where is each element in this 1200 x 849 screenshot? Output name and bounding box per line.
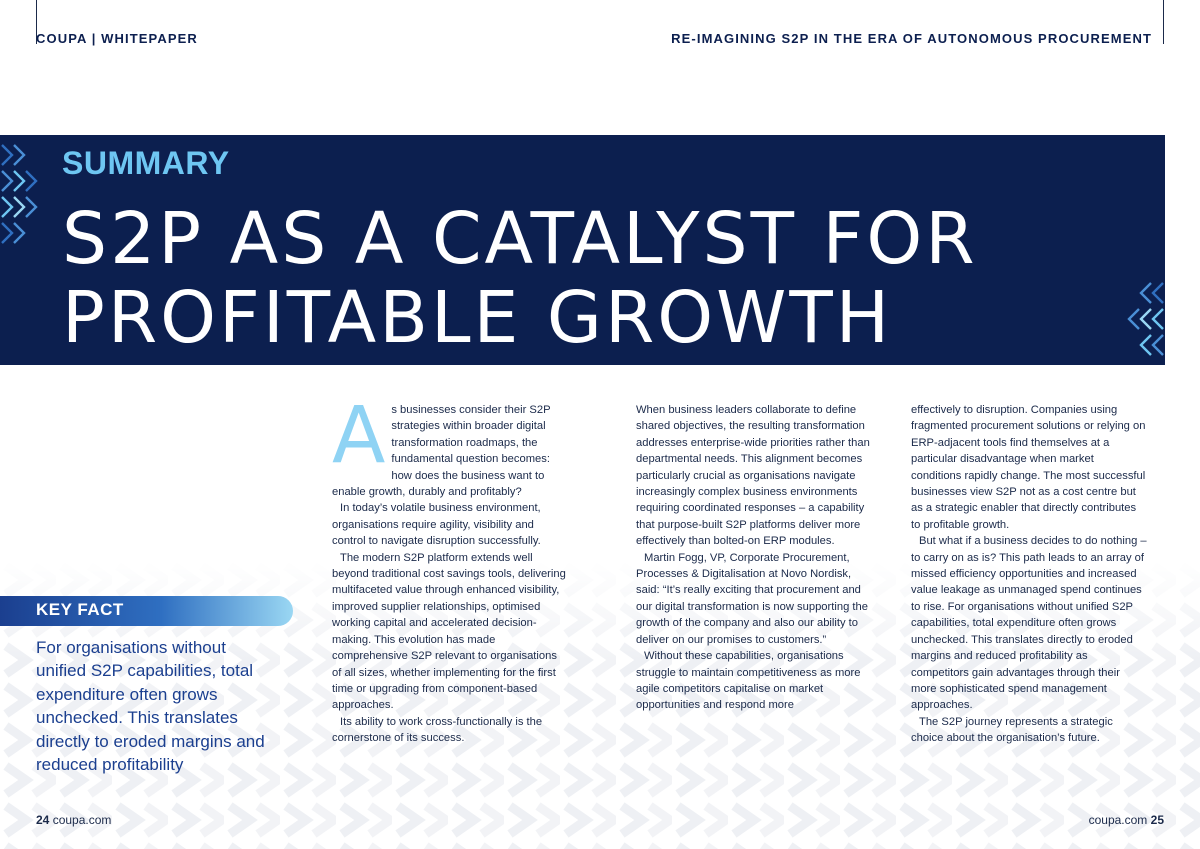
- header-rule-right: [1163, 0, 1164, 44]
- footer-left: [36, 813, 111, 827]
- footer-site-right[interactable]: coupa.com: [1088, 813, 1148, 827]
- drop-cap: A: [332, 391, 386, 481]
- article-column-2: [636, 402, 872, 714]
- page-number-left: 24: [36, 813, 50, 827]
- page-title-line-1: S2P AS A CATALYST FOR: [62, 197, 978, 280]
- paragraph: Martin Fogg, VP, Corporate Procurement, Processes & Digitalisation at Novo Nordisk, said: “It’s really exciting that procurement and our digital transformation is now supporting the growth of the company and also our ability to deliver on our promises to customers.”: [636, 551, 868, 646]
- banner-pattern-right: [1105, 275, 1165, 365]
- article-column-3: [911, 402, 1147, 747]
- paragraph: But what if a business decides to do nothing – to carry on as is? This path leads to an array of missed efficiency opportunities and increased value leakage as unmanaged spend continues to rise. For organisations without unified S2P capabilities, total expenditure often grows unchecked. This translates directly to eroded margins and reduced profitability as competitors gain advantages through their more sophisticated spend management approaches.: [911, 535, 1147, 712]
- footer-right: [1089, 813, 1164, 827]
- paragraph: When business leaders collaborate to define shared objectives, the resulting transformation addresses enterprise-wide priorities rather than departmental needs. This alignment becomes particularly crucial as organisations navigate increasingly complex business environments requiring coordinated responses – a capability that purpose-built S2P platforms deliver more effectively than bolted-on ERP modules.: [636, 404, 870, 548]
- paragraph: The S2P journey represents a strategic choice about the organisation’s future.: [911, 715, 1113, 745]
- page-title: [62, 199, 978, 357]
- title-banner: [0, 135, 1165, 365]
- section-kicker: SUMMARY: [62, 145, 230, 181]
- paragraph: In today’s volatile business environment, organisations require agility, visibility and control to navigate disruption successfully.: [332, 502, 541, 548]
- paragraph: Its ability to work cross-functionally is the cornerstone of its success.: [332, 715, 543, 745]
- paragraph: effectively to disruption. Companies using fragmented procurement solutions or relying on ERP-adjacent tools find themselves at a particular disadvantage when market conditions rapidly change. The most successful businesses view S2P not as a cost centre but as a strategic enabler that directly contributes to profitable growth.: [911, 404, 1146, 531]
- banner-pattern-left: [0, 135, 60, 365]
- header-publication: COUPA | WHITEPAPER: [36, 31, 198, 46]
- page-title-line-2: PROFITABLE GROWTH: [62, 276, 893, 359]
- footer-site-left[interactable]: coupa.com: [52, 813, 112, 827]
- paragraph: s businesses consider their S2P strategies within broader digital transformation roadmaps, the fundamental question becomes: how does the business want to enable growth, durably and profitably?: [332, 404, 551, 499]
- paragraph: The modern S2P platform extends well beyond traditional cost savings tools, delivering multifaceted value through enhanced visibility, improved supplier relationships, optimised working capital and accelerated decision-making. This evolution has made comprehensive S2P relevant to organisations of all sizes, whether implementing for the first time or upgrading from component-based approaches.: [332, 551, 566, 712]
- paragraph: Without these capabilities, organisations struggle to maintain competitiveness as more agile competitors capitalise on market opportunities and respond more: [636, 650, 861, 712]
- key-fact-header: [0, 596, 293, 626]
- header-document-title: RE-IMAGINING S2P IN THE ERA OF AUTONOMOUS PROCUREMENT: [671, 31, 1152, 46]
- article-column-1: [332, 391, 568, 747]
- key-fact-label: KEY FACT: [36, 600, 124, 619]
- page-number-right: 25: [1150, 813, 1164, 827]
- key-fact-text: For organisations without unified S2P capabilities, total expenditure often grows unchecked. This translates directly to eroded margins and reduced profitability: [36, 638, 265, 775]
